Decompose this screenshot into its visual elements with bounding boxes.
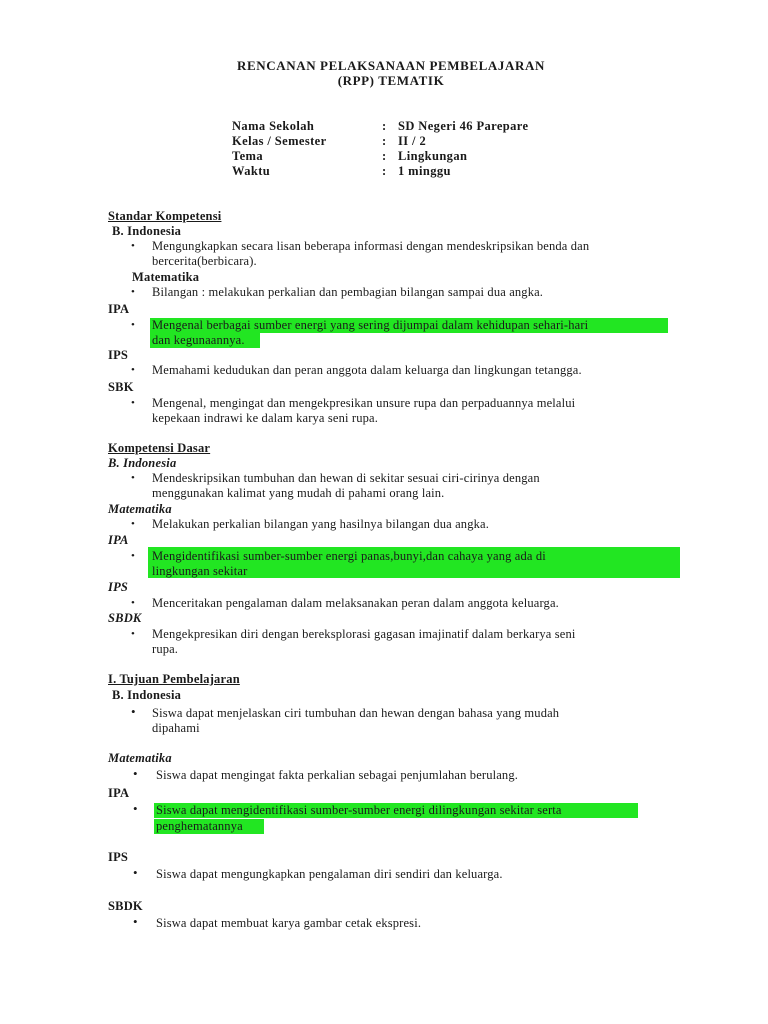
bullet-icon: • — [133, 914, 138, 929]
list-item-text: Mengekpresikan diri dengan bereksplorasi gagasan imajinatif dalam berkarya seni — [152, 627, 576, 641]
info-value-time: 1 minggu — [398, 164, 451, 178]
section-heading: Kompetensi Dasar — [108, 441, 211, 455]
list-item-text: Siswa dapat membuat karya gambar cetak ekspresi. — [156, 916, 422, 930]
subject-label: B. Indonesia — [108, 456, 177, 470]
info-label-school: Nama Sekolah — [232, 119, 315, 133]
bullet-icon: • — [133, 766, 138, 781]
info-label-class: Kelas / Semester — [232, 134, 327, 148]
list-item-text: Siswa dapat mengungkapkan pengalaman diri sendiri dan keluarga. — [156, 867, 503, 881]
bullet-icon: • — [131, 364, 135, 376]
document-title: RENCANAN PELAKSANAAN PEMBELAJARAN — [237, 58, 545, 73]
list-item-text: dipahami — [152, 721, 200, 735]
list-item-text: penghematannya — [156, 819, 243, 833]
section-heading: I. Tujuan Pembelajaran — [108, 672, 240, 686]
list-item-text: rupa. — [152, 642, 179, 656]
list-item-text: Melakukan perkalian bilangan yang hasilnya bilangan dua angka. — [152, 517, 489, 531]
subject-label: SBDK — [108, 611, 142, 625]
info-label-time: Waktu — [232, 164, 271, 178]
list-item-text: Siswa dapat mengidentifikasi sumber-sumber energi dilingkungan sekitar serta — [156, 803, 562, 817]
info-separator: : — [382, 149, 387, 163]
info-value-class: II / 2 — [398, 134, 427, 148]
info-label-theme: Tema — [232, 149, 264, 163]
bullet-icon: • — [131, 597, 135, 609]
subject-label: SBK — [108, 380, 134, 394]
list-item-text: kepekaan indrawi ke dalam karya seni rupa. — [152, 411, 378, 425]
list-item-text: Mengenal, mengingat dan mengekpresikan unsure rupa dan perpaduannya melalui — [152, 396, 576, 410]
subject-label: Matematika — [108, 502, 172, 516]
bullet-icon: • — [131, 628, 135, 640]
subject-label: B. Indonesia — [112, 688, 182, 702]
list-item-text: Memahami kedudukan dan peran anggota dalam keluarga dan lingkungan tetangga. — [152, 363, 582, 377]
info-value-theme: Lingkungan — [398, 149, 468, 163]
list-item-text: bercerita(berbicara). — [152, 254, 257, 268]
subject-label: B. Indonesia — [112, 224, 182, 238]
subject-label: IPS — [108, 850, 129, 864]
bullet-icon: • — [133, 801, 138, 816]
section-heading: Standar Kompetensi — [108, 209, 222, 223]
subject-label: SBDK — [108, 899, 143, 913]
subject-label: IPA — [108, 533, 129, 547]
list-item-text: lingkungan sekitar — [152, 564, 248, 578]
subject-label: IPA — [108, 786, 130, 800]
list-item-text: Menceritakan pengalaman dalam melaksanakan peran dalam anggota keluarga. — [152, 596, 559, 610]
bullet-icon: • — [131, 286, 135, 298]
bullet-icon: • — [131, 240, 135, 252]
list-item-text: Bilangan : melakukan perkalian dan pembagian bilangan sampai dua angka. — [152, 285, 544, 299]
list-item-text: Siswa dapat mengingat fakta perkalian sebagai penjumlahan berulang. — [156, 768, 519, 782]
bullet-icon: • — [131, 397, 135, 409]
list-item-text: Mendeskripsikan tumbuhan dan hewan di sekitar sesuai ciri-cirinya dengan — [152, 471, 540, 485]
list-item-text: Siswa dapat menjelaskan ciri tumbuhan dan hewan dengan bahasa yang mudah — [152, 706, 560, 720]
subject-label: IPA — [108, 302, 130, 316]
list-item-text: Mengungkapkan secara lisan beberapa informasi dengan mendeskripsikan benda dan — [152, 239, 590, 253]
list-item-text: Mengenal berbagai sumber energi yang sering dijumpai dalam kehidupan sehari-hari — [152, 318, 589, 332]
bullet-icon: • — [133, 865, 138, 880]
list-item-text: dan kegunaannya. — [152, 333, 245, 347]
list-item-text: Mengidentifikasi sumber-sumber energi panas,bunyi,dan cahaya yang ada di — [152, 549, 546, 563]
info-separator: : — [382, 164, 387, 178]
bullet-icon: • — [131, 550, 135, 562]
subject-label: IPS — [108, 348, 129, 362]
document-subtitle: (RPP) TEMATIK — [337, 73, 445, 88]
bullet-icon: • — [131, 319, 135, 331]
info-value-school: SD Negeri 46 Parepare — [398, 119, 529, 133]
subject-label: IPS — [108, 580, 129, 594]
info-separator: : — [382, 134, 387, 148]
subject-label: Matematika — [108, 751, 172, 765]
subject-label: Matematika — [132, 270, 200, 284]
info-separator: : — [382, 119, 387, 133]
bullet-icon: • — [131, 472, 135, 484]
list-item-text: menggunakan kalimat yang mudah di pahami orang lain. — [152, 486, 445, 500]
bullet-icon: • — [131, 704, 136, 719]
bullet-icon: • — [131, 518, 135, 530]
